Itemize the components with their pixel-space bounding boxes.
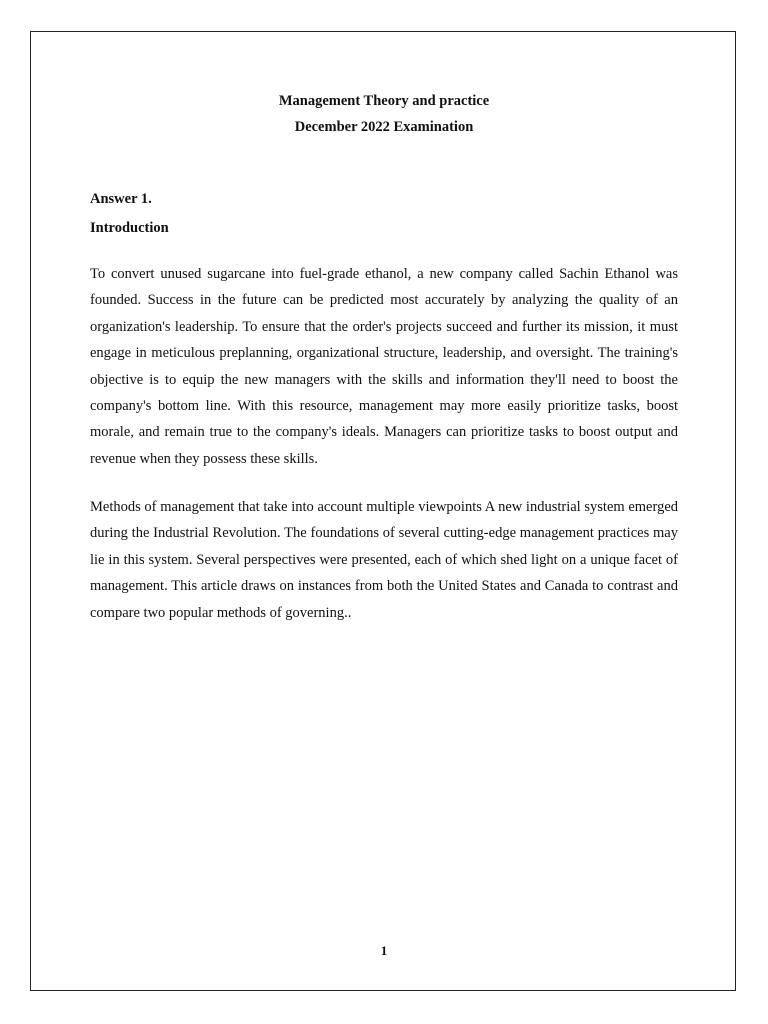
paragraph-1: To convert unused sugarcane into fuel-grade ethanol, a new company called Sachin Ethanol was founded. Success in the future can be predicted most accurately by analyzing the quality of an organization's leadership. To ensure that the order's projects succeed and further its mission, it must engage in meticulous preplanning, organizational structure, leadership, and oversight. The training's objective is to equip the new managers with the skills and information they'll need to boost the company's bottom line. With this resource, management may more easily prioritize tasks, boost morale, and remain true to the company's ideals. Managers can prioritize tasks to boost output and revenue when they possess these skills. (90, 266, 678, 467)
section-heading: Introduction (90, 220, 169, 236)
page-number: 1 (380, 943, 388, 958)
document-subtitle: December 2022 Examination (294, 119, 474, 135)
paragraph-2: Methods of management that take into account multiple viewpoints A new industrial system emerged during the Industrial Revolution. The foundations of several cutting-edge management practices may lie in this system. Several perspectives were presented, each of which shed light on a unique facet of management. This article draws on instances from both the United States and Canada to contrast and compare two popular methods of governing.. (90, 499, 678, 621)
answer-heading: Answer 1. (90, 191, 152, 207)
document-title: Management Theory and practice (278, 93, 490, 109)
